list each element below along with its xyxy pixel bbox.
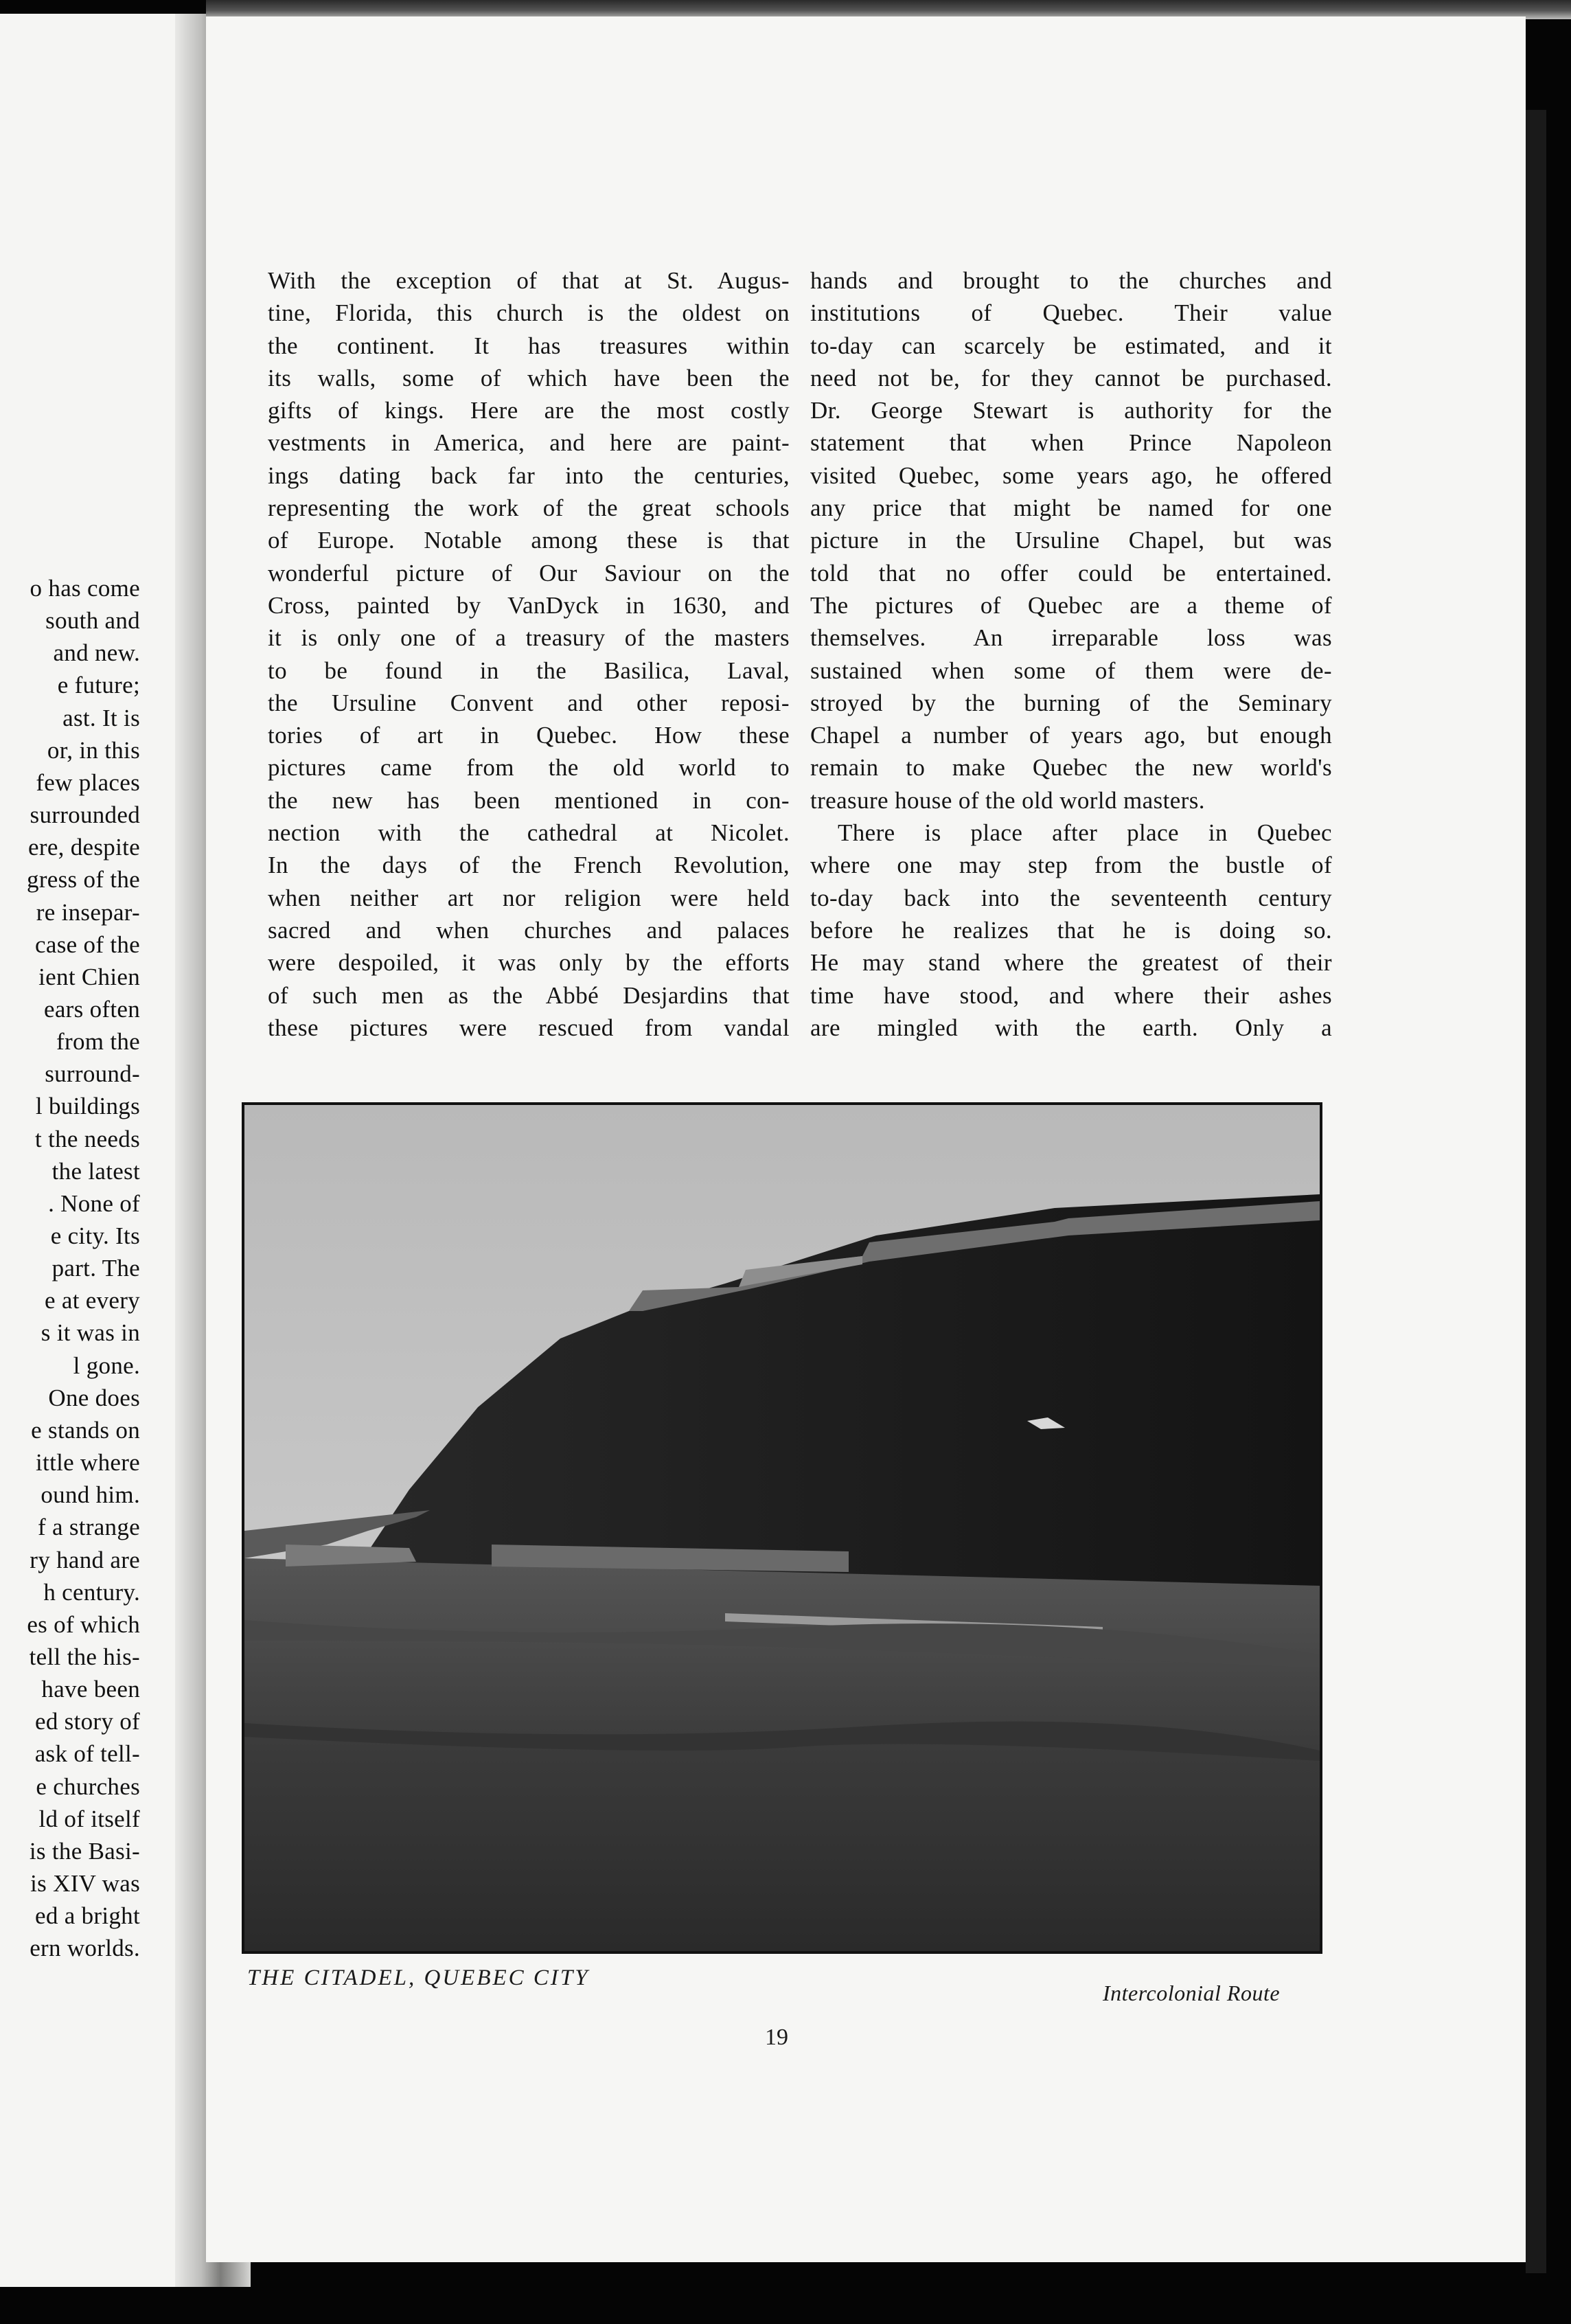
text-line: He may stand where the greatest of their	[810, 949, 1332, 977]
facing-page-line: south and	[45, 607, 140, 635]
text-line: its walls, some of which have been the	[268, 364, 790, 391]
text-line: vestments in America, and here are paint-	[268, 429, 790, 457]
facing-page-line: tell the his-	[29, 1643, 140, 1670]
facing-page-line: l gone.	[73, 1352, 140, 1379]
text-line: of Europe. Notable among these is that	[268, 527, 790, 554]
text-line: picture in the Ursuline Chapel, but was	[810, 527, 1332, 554]
facing-page-line: ry hand are	[30, 1546, 140, 1573]
text-line: The pictures of Quebec are a theme of	[810, 591, 1332, 619]
text-line: when neither art nor religion were held	[268, 884, 790, 911]
facing-page-line: ern worlds.	[30, 1935, 140, 1962]
facing-page-line: re insepar-	[36, 898, 140, 926]
photo-credit: Intercolonial Route	[1103, 1981, 1281, 2005]
text-line: told that no offer could be entertained.	[810, 559, 1332, 586]
facing-page-line: e stands on	[31, 1416, 140, 1444]
facing-page-line: e at every	[44, 1287, 140, 1314]
facing-page-line: . None of	[48, 1189, 140, 1217]
text-line: Dr. George Stewart is authority for the	[810, 397, 1332, 424]
facing-page-line: f a strange	[37, 1514, 140, 1541]
facing-page-line: ittle where	[36, 1449, 140, 1477]
facing-page-line: e churches	[36, 1773, 140, 1800]
facing-page-line: from the	[56, 1028, 140, 1056]
text-line: the continent. It has treasures within	[268, 332, 790, 359]
facing-page-line: ient Chien	[38, 963, 140, 990]
facing-page-line: o has come	[30, 575, 140, 602]
citadel-photograph	[242, 1102, 1322, 1954]
facing-page-line: h century.	[43, 1578, 140, 1606]
text-line: tories of art in Quebec. How these	[268, 722, 790, 749]
text-line: statement that when Prince Napoleon	[810, 429, 1332, 457]
facing-page-line: surrounded	[30, 801, 140, 829]
facing-page-line: ed story of	[35, 1708, 140, 1735]
facing-page-line: ask of tell-	[34, 1740, 140, 1768]
facing-page-line: part. The	[51, 1255, 140, 1282]
facing-page-line: surround-	[45, 1060, 140, 1088]
text-line: of such men as the Abbé Desjardins that	[268, 981, 790, 1009]
article-right-column	[810, 264, 1332, 1044]
text-line: themselves. An irreparable loss was	[810, 624, 1332, 652]
text-line: gifts of kings. Here are the most costly	[268, 397, 790, 424]
page-number: 19	[765, 2025, 788, 2050]
text-line: these pictures were rescued from vandal	[268, 1014, 790, 1041]
text-line: visited Quebec, some years ago, he offered	[810, 462, 1332, 489]
facing-page-line: is the Basi-	[29, 1837, 140, 1865]
text-line: There is place after place in Quebec	[838, 819, 1332, 847]
text-line: where one may step from the bustle of	[810, 852, 1332, 879]
facing-page-line: es of which	[27, 1610, 140, 1638]
facing-page-line: l buildings	[35, 1093, 140, 1120]
facing-page-line: and new.	[53, 639, 140, 667]
facing-page-line: ed a bright	[35, 1902, 140, 1930]
text-line: need not be, for they cannot be purchased.	[810, 364, 1332, 391]
text-line: Chapel a number of years ago, but enough	[810, 722, 1332, 749]
text-line: ings dating back far into the centuries,	[268, 462, 790, 489]
text-line: representing the work of the great schools	[268, 494, 790, 522]
facing-page-line: case of the	[35, 931, 140, 958]
text-line: to-day can scarcely be estimated, and it	[810, 332, 1332, 359]
facing-page-line: or, in this	[47, 736, 140, 764]
facing-page-line: e city. Its	[50, 1222, 140, 1249]
facing-page-line: e future;	[57, 672, 140, 699]
facing-page-line: is XIV was	[30, 1870, 140, 1897]
facing-page-line: gress of the	[27, 866, 140, 893]
photo-caption: THE CITADEL, QUEBEC CITY	[247, 1966, 590, 1990]
text-line: sacred and when churches and palaces	[268, 916, 790, 944]
facing-page-line: have been	[41, 1676, 140, 1703]
facing-page-line: ound him.	[41, 1481, 140, 1509]
text-line: to-day back into the seventeenth century	[810, 884, 1332, 911]
text-line: to be found in the Basilica, Laval,	[268, 657, 790, 684]
text-line: it is only one of a treasury of the masters	[268, 624, 790, 652]
text-line: treasure house of the old world masters.	[810, 786, 1205, 814]
text-line: hands and brought to the churches and	[810, 267, 1332, 294]
facing-page-line: the latest	[51, 1157, 140, 1185]
text-line: before he realizes that he is doing so.	[810, 916, 1332, 944]
text-line: were despoiled, it was only by the efforts	[268, 949, 790, 977]
text-line: the Ursuline Convent and other reposi-	[268, 689, 790, 716]
facing-page-line: s it was in	[41, 1319, 140, 1347]
text-line: time have stood, and where their ashes	[810, 981, 1332, 1009]
facing-page-line: few places	[36, 768, 140, 796]
text-line: In the days of the French Revolution,	[268, 852, 790, 879]
facing-page-line: One does	[48, 1384, 140, 1411]
text-line: any price that might be named for one	[810, 494, 1332, 522]
text-line: sustained when some of them were de-	[810, 657, 1332, 684]
text-line: are mingled with the earth. Only a	[810, 1014, 1332, 1041]
page-right-edge	[1526, 110, 1546, 2273]
text-line: remain to make Quebec the new world's	[810, 754, 1332, 782]
facing-page-line: ast. It is	[62, 704, 140, 731]
text-line: Cross, painted by VanDyck in 1630, and	[268, 591, 790, 619]
facing-page-line: ld of itself	[38, 1805, 140, 1832]
facing-page-line: ears often	[43, 995, 140, 1023]
text-line: stroyed by the burning of the Seminary	[810, 689, 1332, 716]
text-line: nection with the cathedral at Nicolet.	[268, 819, 790, 847]
text-line: tine, Florida, this church is the oldest on	[268, 299, 790, 327]
facing-page-line: ere, despite	[28, 834, 140, 861]
text-line: wonderful picture of Our Saviour on the	[268, 559, 790, 586]
text-line: institutions of Quebec. Their value	[810, 299, 1332, 327]
article-left-column	[268, 264, 790, 1044]
text-line: With the exception of that at St. Augus-	[268, 267, 790, 294]
facing-page-line: t the needs	[35, 1125, 140, 1152]
text-line: pictures came from the old world to	[268, 754, 790, 782]
text-line: the new has been mentioned in con-	[268, 786, 790, 814]
